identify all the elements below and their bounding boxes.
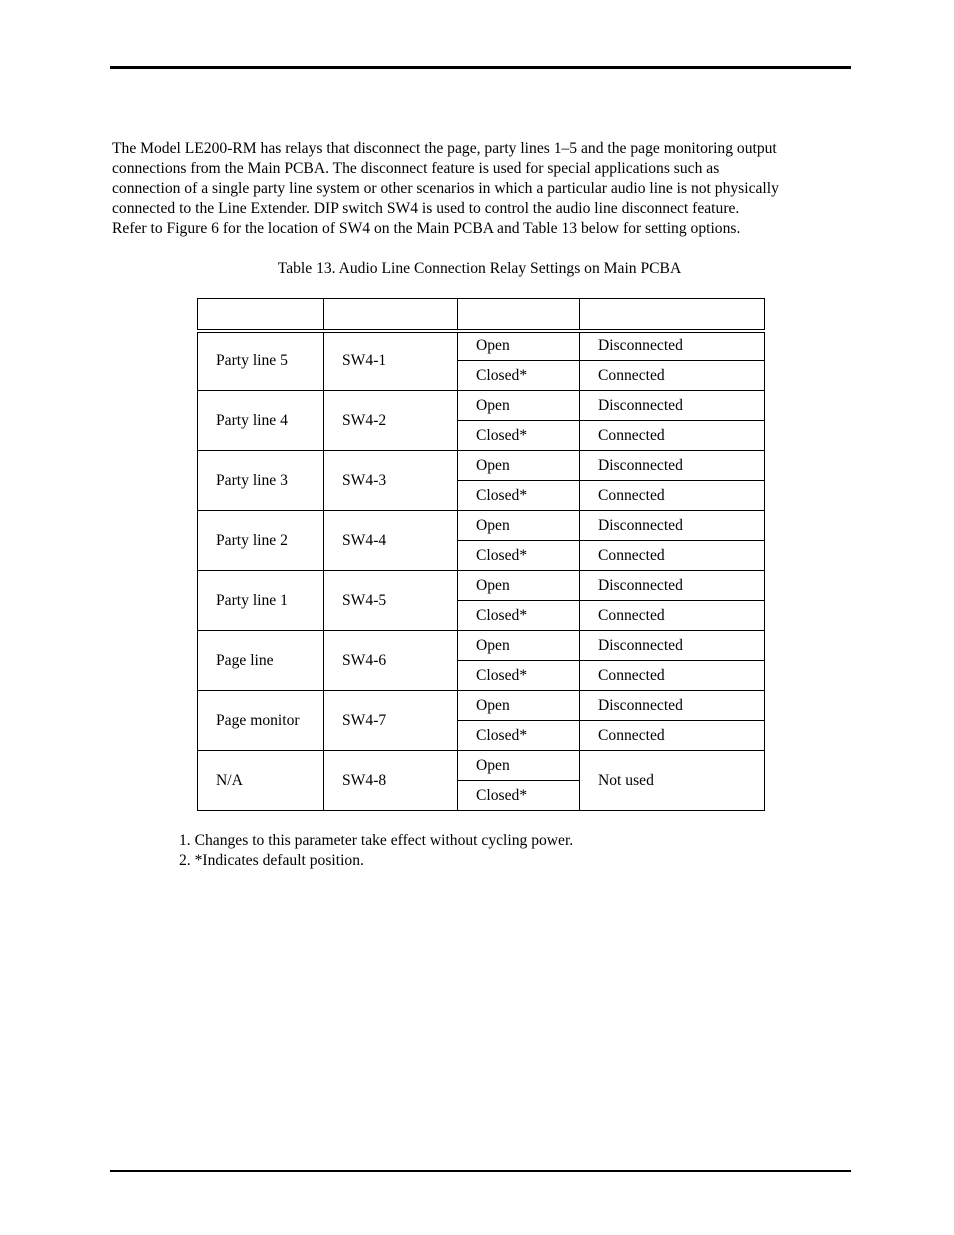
status-cell: Not used xyxy=(580,751,765,811)
position-cell: Closed* xyxy=(458,661,580,691)
position-cell: Closed* xyxy=(458,781,580,811)
switch-id-cell: SW4-6 xyxy=(324,631,458,691)
note-item: 1. Changes to this parameter take effect without cycling power. xyxy=(179,832,574,849)
relay-settings-table xyxy=(197,298,765,811)
switch-id-cell: SW4-4 xyxy=(324,511,458,571)
line-name-cell: Page monitor xyxy=(198,691,324,751)
status-cell: Connected xyxy=(580,541,765,571)
switch-id-cell: SW4-7 xyxy=(324,691,458,751)
position-cell: Open xyxy=(458,751,580,781)
intro-line: connected to the Line Extender. DIP switch SW4 is used to control the audio line disconnect feature. xyxy=(112,200,740,217)
status-cell: Connected xyxy=(580,601,765,631)
status-cell: Connected xyxy=(580,481,765,511)
header-cell-position xyxy=(458,299,580,331)
switch-id-cell: SW4-3 xyxy=(324,451,458,511)
table-row xyxy=(198,571,765,601)
line-name-cell: Party line 5 xyxy=(198,331,324,391)
table-caption: Table 13. Audio Line Connection Relay Settings on Main PCBA xyxy=(277,260,682,277)
header-rule xyxy=(110,66,851,69)
position-cell: Open xyxy=(458,571,580,601)
line-name-cell: Party line 1 xyxy=(198,571,324,631)
position-cell: Open xyxy=(458,451,580,481)
status-cell: Connected xyxy=(580,361,765,391)
line-name-cell: Party line 3 xyxy=(198,451,324,511)
status-cell: Disconnected xyxy=(580,571,765,601)
intro-paragraph xyxy=(112,139,852,239)
position-cell: Closed* xyxy=(458,541,580,571)
position-cell: Open xyxy=(458,391,580,421)
status-cell: Disconnected xyxy=(580,631,765,661)
note-item: 2. *Indicates default position. xyxy=(179,852,364,869)
table-row xyxy=(198,631,765,661)
table-header-row xyxy=(198,299,765,331)
table-row xyxy=(198,331,765,361)
status-cell: Disconnected xyxy=(580,451,765,481)
header-cell-status xyxy=(580,299,765,331)
intro-line: The Model LE200-RM has relays that disconnect the page, party lines 1–5 and the page monitoring output xyxy=(112,140,777,157)
switch-id-cell: SW4-1 xyxy=(324,331,458,391)
line-name-cell: Party line 4 xyxy=(198,391,324,451)
intro-line: Refer to Figure 6 for the location of SW4 on the Main PCBA and Table 13 below for setting options. xyxy=(112,220,741,237)
position-cell: Open xyxy=(458,511,580,541)
switch-id-cell: SW4-2 xyxy=(324,391,458,451)
position-cell: Closed* xyxy=(458,721,580,751)
table-row xyxy=(198,511,765,541)
table-row xyxy=(198,751,765,781)
line-name-cell: Party line 2 xyxy=(198,511,324,571)
status-cell: Disconnected xyxy=(580,691,765,721)
position-cell: Open xyxy=(458,631,580,661)
position-cell: Open xyxy=(458,331,580,361)
table-notes xyxy=(179,831,573,871)
status-cell: Disconnected xyxy=(580,331,765,361)
position-cell: Closed* xyxy=(458,361,580,391)
table-row xyxy=(198,451,765,481)
position-cell: Closed* xyxy=(458,421,580,451)
status-cell: Disconnected xyxy=(580,391,765,421)
line-name-cell: N/A xyxy=(198,751,324,811)
intro-line: connections from the Main PCBA. The disconnect feature is used for special applications such as xyxy=(112,160,720,177)
table-row xyxy=(198,691,765,721)
status-cell: Disconnected xyxy=(580,511,765,541)
footer-rule xyxy=(110,1170,851,1172)
table-row xyxy=(198,391,765,421)
line-name-cell: Page line xyxy=(198,631,324,691)
switch-id-cell: SW4-8 xyxy=(324,751,458,811)
table-header xyxy=(198,299,765,331)
status-cell: Connected xyxy=(580,661,765,691)
position-cell: Closed* xyxy=(458,601,580,631)
header-cell-switch xyxy=(324,299,458,331)
position-cell: Closed* xyxy=(458,481,580,511)
table-body xyxy=(198,331,765,811)
header-cell-line xyxy=(198,299,324,331)
switch-id-cell: SW4-5 xyxy=(324,571,458,631)
status-cell: Connected xyxy=(580,721,765,751)
position-cell: Open xyxy=(458,691,580,721)
status-cell: Connected xyxy=(580,421,765,451)
intro-line: connection of a single party line system or other scenarios in which a particular audio line is not physically xyxy=(112,180,779,197)
